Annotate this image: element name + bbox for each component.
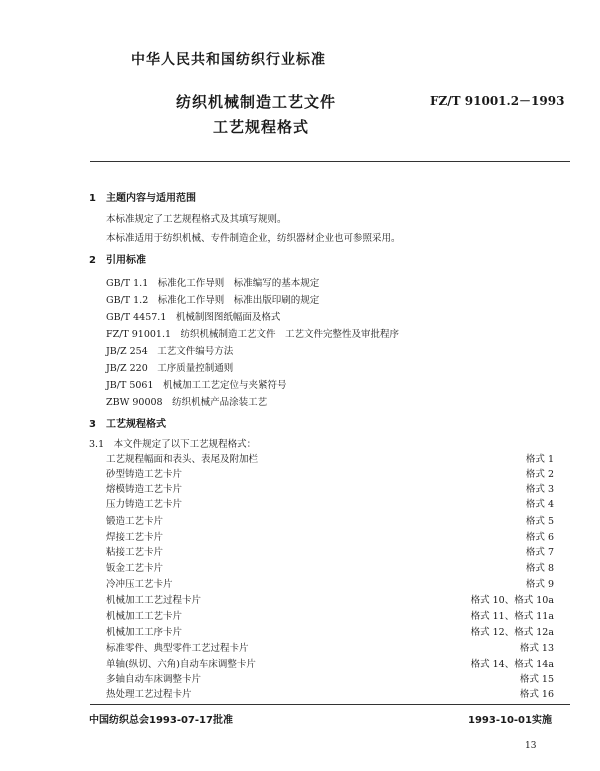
format-list-item: [106, 529, 554, 543]
format-number: 格式 12、格式 12a: [470, 627, 554, 638]
format-number: 格式 10、格式 10a: [470, 595, 554, 606]
section3-heading: 3 工艺规程格式: [89, 419, 166, 430]
format-number: 格式 6: [525, 532, 554, 543]
standard-code: FZ/T 91001.2－1993: [430, 94, 565, 108]
format-name: 机械加工工艺卡片: [106, 611, 183, 622]
format-number: 格式 3: [525, 484, 554, 495]
format-number: 格式 13: [519, 643, 554, 654]
format-list-item: [106, 544, 554, 558]
format-name: 锻造工艺卡片: [106, 516, 164, 527]
format-list-item: [106, 513, 554, 527]
section1-paragraph1: 本标准规定了工艺规程格式及其填写规则。: [106, 214, 287, 225]
format-list-item: [106, 481, 554, 495]
format-list-item: [106, 466, 554, 480]
reference-item: ZBW 90008 纺织机械产品涂装工艺: [106, 397, 268, 408]
format-name: 粘接工艺卡片: [106, 547, 164, 558]
format-list-item: [106, 592, 554, 606]
reference-item: FZ/T 91001.1 纺织机械制造工艺文件 工艺文件完整性及审批程序: [106, 329, 400, 340]
section1-heading: 1 主题内容与适用范围: [89, 193, 196, 204]
standard-organization: 中华人民共和国纺织行业标准: [131, 52, 326, 68]
format-name: 焊接工艺卡片: [106, 532, 164, 543]
format-name: 压力铸造工艺卡片: [106, 499, 183, 510]
format-name: 多轴自动车床调整卡片: [106, 674, 202, 685]
page-number: 13: [525, 741, 537, 751]
format-list-item: [106, 451, 554, 465]
format-list-item: [106, 656, 554, 670]
format-list-item: [106, 640, 554, 654]
section3-intro: 3.1 本文件规定了以下工艺规程格式：: [89, 439, 257, 450]
format-name: 热处理工艺过程卡片: [106, 689, 192, 700]
format-list-item: [106, 496, 554, 510]
reference-item: GB/T 1.1 标准化工作导则 标准编写的基本规定: [106, 278, 320, 289]
format-name: 熔模铸造工艺卡片: [106, 484, 183, 495]
format-number: 格式 4: [525, 499, 554, 510]
format-list-item: [106, 608, 554, 622]
header-divider: [90, 161, 570, 162]
format-number: 格式 11、格式 11a: [470, 611, 554, 622]
section2-heading: 2 引用标准: [89, 255, 146, 266]
format-name: 钣金工艺卡片: [106, 563, 164, 574]
footer-divider: [90, 704, 570, 705]
approval-date: 中国纺织总会1993-07-17批准: [89, 715, 233, 726]
format-list-item: [106, 624, 554, 638]
format-list-item: [106, 560, 554, 574]
format-number: 格式 2: [525, 469, 554, 480]
format-number: 格式 7: [525, 547, 554, 558]
format-number: 格式 5: [525, 516, 554, 527]
format-name: 机械加工工序卡片: [106, 627, 183, 638]
reference-item: JB/Z 254 工艺文件编号方法: [106, 346, 234, 357]
reference-item: JB/Z 220 工序质量控制通则: [106, 363, 234, 374]
format-list-item: [106, 576, 554, 590]
format-number: 格式 9: [525, 579, 554, 590]
implementation-date: 1993-10-01实施: [468, 715, 552, 726]
format-number: 格式 15: [519, 674, 554, 685]
reference-item: GB/T 1.2 标准化工作导则 标准出版印刷的规定: [106, 295, 320, 306]
format-name: 冷冲压工艺卡片: [106, 579, 173, 590]
format-list-item: [106, 671, 554, 685]
reference-item: JB/T 5061 机械加工工艺定位与夹紧符号: [106, 380, 287, 391]
format-name: 机械加工工艺过程卡片: [106, 595, 202, 606]
format-name: 工艺规程幅面和表头、表尾及附加栏: [106, 454, 259, 465]
format-list-item: [106, 686, 554, 700]
format-name: 砂型铸造工艺卡片: [106, 469, 183, 480]
format-number: 格式 14、格式 14a: [470, 659, 554, 670]
format-name: 标准零件、典型零件工艺过程卡片: [106, 643, 249, 654]
section1-paragraph2: 本标准适用于纺织机械、专件制造企业，纺织器材企业也可参照采用。: [106, 233, 401, 244]
format-number: 格式 8: [525, 563, 554, 574]
document-title-line2: 工艺规程格式: [213, 118, 310, 136]
format-number: 格式 16: [519, 689, 554, 700]
format-name: 单轴(纵切、六角)自动车床调整卡片: [106, 659, 256, 670]
document-title-line1: 纺织机械制造工艺文件: [176, 93, 337, 111]
format-number: 格式 1: [525, 454, 554, 465]
reference-item: GB/T 4457.1 机械制图图纸幅面及格式: [106, 312, 281, 323]
